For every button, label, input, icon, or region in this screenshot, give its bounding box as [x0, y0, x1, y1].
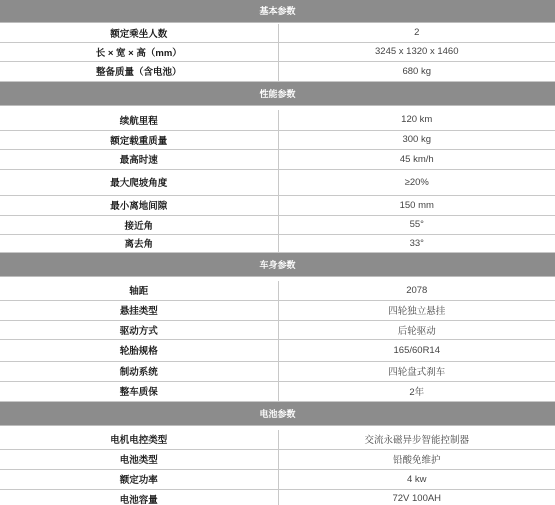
spec-row	[0, 234, 555, 252]
spec-value: 300 kg	[278, 130, 555, 149]
spec-label: 整备质量（含电池）	[0, 61, 278, 81]
spec-value: 2	[278, 24, 555, 42]
spec-value: 45 km/h	[278, 149, 555, 169]
spec-row	[0, 300, 555, 320]
spec-row	[0, 430, 555, 449]
section-header	[0, 0, 555, 22]
spec-label: 制动系统	[0, 361, 278, 381]
spec-label: 接近角	[0, 215, 278, 234]
spec-row	[0, 469, 555, 489]
spec-row	[0, 149, 555, 169]
spec-label: 最高时速	[0, 149, 278, 169]
spec-row	[0, 169, 555, 195]
spec-label: 离去角	[0, 234, 278, 252]
section-header	[0, 81, 555, 105]
spec-value: 4 kw	[278, 469, 555, 489]
spec-label: 续航里程	[0, 110, 278, 130]
spec-label: 轴距	[0, 281, 278, 300]
spec-label: 轮胎规格	[0, 339, 278, 361]
spec-value: 120 km	[278, 110, 555, 130]
spec-value: 后轮驱动	[278, 320, 555, 339]
spec-label: 额定功率	[0, 469, 278, 489]
spec-label: 电池类型	[0, 449, 278, 469]
spec-row	[0, 24, 555, 42]
spec-label: 电机电控类型	[0, 430, 278, 449]
spec-value: ≥20%	[278, 169, 555, 195]
spec-label: 整车质保	[0, 381, 278, 401]
spec-value: 680 kg	[278, 61, 555, 81]
spec-label: 额定载重质量	[0, 130, 278, 149]
spec-value: 165/60R14	[278, 339, 555, 361]
spec-value: 150 mm	[278, 195, 555, 215]
section-header	[0, 401, 555, 425]
spec-value: 55°	[278, 215, 555, 234]
spec-row	[0, 195, 555, 215]
spec-row	[0, 381, 555, 401]
spec-value: 四轮独立悬挂	[278, 300, 555, 320]
section-title: 性能参数	[0, 81, 555, 105]
spec-label: 最大爬坡角度	[0, 169, 278, 195]
spec-row	[0, 320, 555, 339]
spec-value: 四轮盘式刹车	[278, 361, 555, 381]
spec-row	[0, 215, 555, 234]
spec-label: 悬挂类型	[0, 300, 278, 320]
spec-value: 3245 x 1320 x 1460	[278, 42, 555, 61]
spec-row	[0, 110, 555, 130]
spec-row	[0, 361, 555, 381]
spec-row	[0, 489, 555, 505]
spec-value: 铅酸免维护	[278, 449, 555, 469]
spec-value: 2078	[278, 281, 555, 300]
spec-row	[0, 42, 555, 61]
spec-label: 长 × 宽 × 高（mm）	[0, 42, 278, 61]
section-title: 车身参数	[0, 252, 555, 276]
spec-label: 最小离地间隙	[0, 195, 278, 215]
spec-value: 交流永磁异步智能控制器	[278, 430, 555, 449]
spec-row	[0, 339, 555, 361]
spec-label: 电池容量	[0, 489, 278, 505]
spec-label: 驱动方式	[0, 320, 278, 339]
spec-row	[0, 130, 555, 149]
spec-row	[0, 61, 555, 81]
section-title: 基本参数	[0, 0, 555, 22]
spec-row	[0, 281, 555, 300]
spec-value: 33°	[278, 234, 555, 252]
spec-value: 2年	[278, 381, 555, 401]
spec-label: 额定乘坐人数	[0, 24, 278, 42]
spec-row	[0, 449, 555, 469]
section-title: 电池参数	[0, 401, 555, 425]
section-header	[0, 252, 555, 276]
spec-value: 72V 100AH	[278, 489, 555, 505]
